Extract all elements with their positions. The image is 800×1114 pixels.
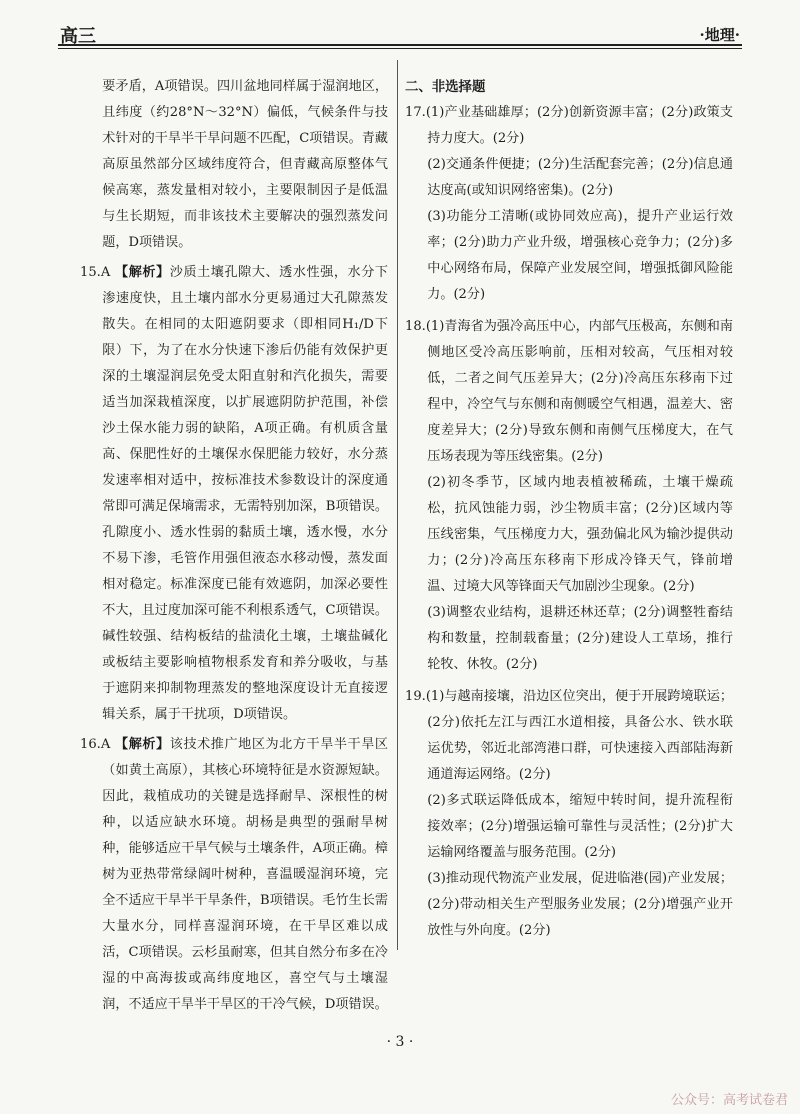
q17-part-3: (3)功能分工清晰(或协同效应高)，提升产业运行效率；(2分)助力产业升级，增强核心竞争力；(2分)多中心网络布局，保障产业发展空间，增强抵御风险能力。(2分) <box>427 209 733 302</box>
question-16 <box>80 732 388 1018</box>
q19-part-2: (2)多式联运降低成本，缩短中转时间，提升流程衔接效率；(2分)增强运输可靠性与灵活性；(2分)扩大运输网络覆盖与服务范围。(2分) <box>427 793 733 860</box>
q16-analysis-text: 该技术推广地区为北方干旱半干旱区（如黄土高原），其核心环境特征是水资源短缺。因此，栽植成功的关键是选择耐旱、深根性的树种，以适应缺水环境。胡杨是典型的强耐旱树种，能够适应干旱气候与土壤条件，A项正确。樟树为亚热带常绿阔叶树种，喜温暖湿润环境，完全不适应干旱半干旱条件，B项错误。毛竹生长需大量水分，同样喜湿润环境，在干旱区难以成活，C项错误。云杉虽耐寒，但其自然分布多在冷湿的中高海拔或高纬度地区，喜空气与土壤湿润，不适应干旱半干旱区的干冷气候，D项错误。 <box>102 737 389 1012</box>
question-18 <box>405 314 733 470</box>
section-title: 二、非选择题 <box>405 79 486 95</box>
right-column <box>405 74 733 944</box>
q17-number: 17. <box>405 105 426 120</box>
grade-label: 高三 <box>60 26 96 47</box>
q17-part-1: (1)产业基础雄厚；(2分)创新资源丰富；(2分)政策支持力度大。(2分) <box>425 105 733 146</box>
q19-number: 19. <box>405 689 426 704</box>
q18-number: 18. <box>405 319 426 334</box>
q15-analysis-tag: 【解析】 <box>115 265 170 280</box>
q18-part-2: (2)初冬季节，区域内地表植被稀疏，土壤干燥疏松，抗风蚀能力弱，沙尘物质丰富；(2分)区域内等压线密集，气压梯度力大，强劲偏北风为输沙提供动力；(2分)冷高压东移南下形成冷锋天气，锋前增温、过境大风等锋面天气加剧沙尘现象。(2分) <box>427 475 733 594</box>
question-19 <box>405 684 733 788</box>
q14-continuation: 要矛盾，A项错误。四川盆地同样属于湿润地区，且纬度（约28°N～32°N）偏低，气候条件与技术针对的干旱半干旱问题不匹配，C项错误。青藏高原虽然部分区域纬度符合，但青藏高原整体气候高寒，蒸发量相对较小，主要限制因子是低温与生长期短，而非该技术主要解决的强烈蒸发问题，D项错误。 <box>102 79 388 250</box>
q15-number: 15. <box>80 265 101 280</box>
q19-part-1: (1)与越南接壤，沿边区位突出，便于开展跨境联运；(2分)依托左江与西江水道相接，具备公水、铁水联运优势，邻近北部湾港口群，可快速接入西部陆海新通道海运网络。(2分) <box>425 689 733 782</box>
watermark: 公众号：高考试卷君 <box>670 1093 788 1108</box>
header-rule-thin <box>58 48 742 49</box>
q18-part-3: (3)调整农业结构，退耕还林还草；(2分)调整牲畜结构和数量，控制载畜量；(2分)建设人工草场，推行轮牧、休牧。(2分) <box>427 605 733 672</box>
q16-analysis-tag: 【解析】 <box>115 737 170 752</box>
q16-number: 16. <box>80 737 101 752</box>
q17-part-2: (2)交通条件便捷；(2分)生活配套完善；(2分)信息通达度高(或知识网络密集)。(2分) <box>427 157 733 198</box>
question-17 <box>405 100 733 152</box>
q18-part-1: (1)青海省为强冷高压中心，内部气压极高，东侧和南侧地区受冷高压影响前，压相对较高，气压相对较低，二者之间气压差异大；(2分)冷高压东移南下过程中，冷空气与东侧和南侧暖空气相遇，温差大、密度差异大；(2分)导致东侧和南侧气压梯度大，在气压场表现为等压线密集。(2分) <box>425 319 733 464</box>
q15-analysis-text: 沙质土壤孔隙大、透水性强，水分下渗速度快，且土壤内部水分更易通过大孔隙蒸发散失。在相同的太阳遮阴要求（即相同H₁/D下限）下，为了在水分快速下渗后仍能有效保护更深的土壤湿润层免受太阳直射和汽化损失，需要适当加深栽植深度，以扩展遮阴防护范围，补偿沙土保水能力弱的缺陷，A项正确。有机质含量高、保肥性好的土壤保水保肥能力较好，水分蒸发速率相对适中，按标准技术参数设计的深度通常即可满足保墒需求，无需特别加深，B项错误。孔隙度小、透水性弱的黏质土壤，透水慢，水分不易下渗，毛管作用强但液态水移动慢，蒸发面相对稳定。标准深度已能有效遮阴，加深必要性不大，且过度加深可能不利根系透气，C项错误。碱性较强、结构板结的盐渍化土壤，土壤盐碱化或板结主要影响植物根系发育和养分吸收，与基于遮阴来抑制物理蒸发的整地深度设计无直接逻辑关系，属于干扰项，D项错误。 <box>102 265 389 722</box>
q19-part-3: (3)推动现代物流产业发展，促进临港(园)产业发展；(2分)带动相关生产型服务业发展；(2分)增强产业开放性与外向度。(2分) <box>427 871 733 938</box>
page-number: · 3 · <box>386 1034 414 1050</box>
q15-answer: A <box>100 265 111 280</box>
page-header <box>60 12 740 52</box>
column-divider <box>397 60 398 950</box>
left-column <box>80 74 388 1018</box>
q16-answer: A <box>100 737 111 752</box>
subject-label: ·地理· <box>699 26 740 44</box>
question-15 <box>80 260 388 728</box>
header-rule <box>58 44 742 46</box>
